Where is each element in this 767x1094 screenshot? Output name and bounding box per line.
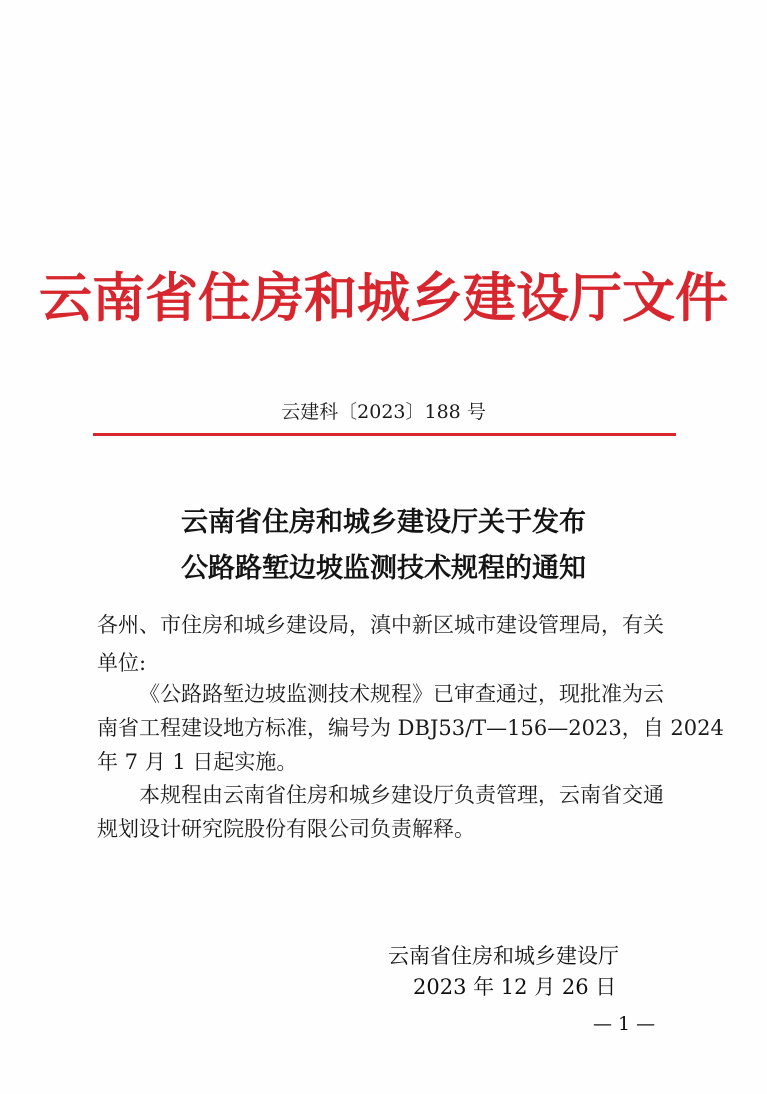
red-separator-line: [93, 433, 676, 436]
paragraph-1-line-1: 《公路路堑边坡监测技术规程》已审查通过，现批准为云: [139, 682, 664, 706]
page-number: — 1 —: [593, 1013, 656, 1035]
paragraph-1-line-3: 年 7 月 1 日起实施。: [97, 750, 298, 774]
notice-title-line-1: 云南省住房和城乡建设厅关于发布: [181, 507, 586, 538]
issuer-title: 云南省住房和城乡建设厅文件: [39, 267, 728, 329]
paragraph-2-line-2: 规划设计研究院股份有限公司负责解释。: [97, 817, 475, 841]
paragraph-2-line-1: 本规程由云南省住房和城乡建设厅负责管理，云南省交通: [139, 783, 664, 807]
addressee-line-1: 各州、市住房和城乡建设局，滇中新区城市建设管理局，有关: [97, 613, 664, 637]
addressee-line-2: 单位:: [97, 651, 147, 675]
paragraph-1-line-2: 南省工程建设地方标准，编号为 DBJ53/T—156—2023，自 2024: [97, 716, 724, 740]
notice-title-line-2: 公路路堑边坡监测技术规程的通知: [181, 553, 586, 584]
document-number: 云建科〔2023〕188 号: [281, 401, 486, 423]
signature-organization: 云南省住房和城乡建设厅: [388, 944, 619, 968]
signature-date: 2023 年 12 月 26 日: [413, 975, 617, 999]
